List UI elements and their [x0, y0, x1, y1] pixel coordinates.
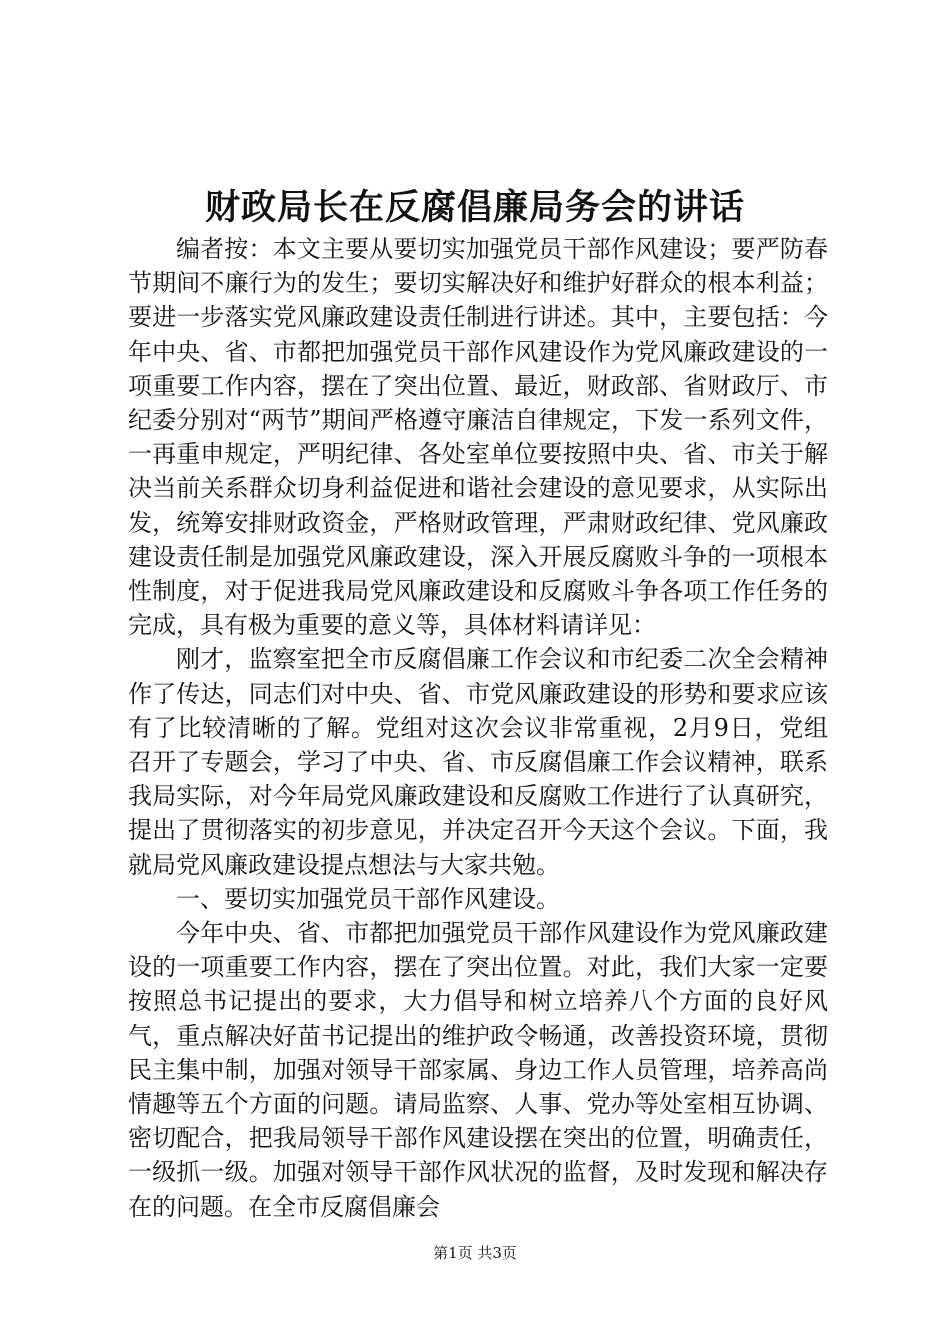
paragraph-intro: 刚才，监察室把全市反腐倡廉工作会议和市纪委二次全会精神作了传达，同志们对中央、省、市党风廉政建设的形势和要求应该有了比较清晰的了解。党组对这次会议非常重视，2月9日，党组召开了专题会，学习了中央、省、市反腐倡廉工作会议精神，联系我局实际，对今年局党风廉政建设和反腐败工作进行了认真研究，提出了贯彻落实的初步意见，并决定召开今天这个会议。下面，我就局党风廉政建设提点想法与大家共勉。	[128, 645, 828, 879]
paragraph-section-1: 今年中央、省、市都把加强党员干部作风建设作为党风廉政建设的一项重要工作内容，摆在了突出位置。对此，我们大家一定要按照总书记提出的要求，大力倡导和树立培养八个方面的良好风气，重点解决好苗书记提出的维护政令畅通，改善投资环境，贯彻民主集中制，加强对领导干部家属、身边工作人员管理，培养高尚情趣等五个方面的问题。请局监察、人事、党办等处室相互协调、密切配合，把我局领导干部作风建设摆在突出的位置，明确责任，一级抓一级。加强对领导干部作风状况的监督，及时发现和解决存在的问题。在全市反腐倡廉会	[128, 919, 828, 1221]
page-number: 第1页 共3页	[433, 1244, 517, 1262]
document-title: 财政局长在反腐倡廉局务会的讲话	[204, 187, 745, 228]
section-heading-1: 一、要切实加强党员干部作风建设。	[176, 884, 560, 913]
document-body	[128, 232, 828, 1224]
paragraph-editor-note: 编者按：本文主要从要切实加强党员干部作风建设；要严防春节期间不廉行为的发生；要切实解决好和维护好群众的根本利益；要进一步落实党风廉政建设责任制进行讲述。其中，主要包括：今年中央、省、市都把加强党员干部作风建设作为党风廉政建设的一项重要工作内容，摆在了突出位置、最近，财政部、省财政厅、市纪委分别对“两节”期间严格遵守廉洁自律规定，下发一系列文件，一再重申规定，严明纪律、各处室单位要按照中央、省、市关于解决当前关系群众切身利益促进和谐社会建设的意见要求，从实际出发，统筹安排财政资金，严格财政管理，严肃财政纪律、党风廉政建设责任制是加强党风廉政建设，深入开展反腐败斗争的一项根本性制度，对于促进我局党风廉政建设和反腐败斗争各项工作任务的完成，具有极为重要的意义等，具体材料请详见：	[128, 235, 828, 640]
